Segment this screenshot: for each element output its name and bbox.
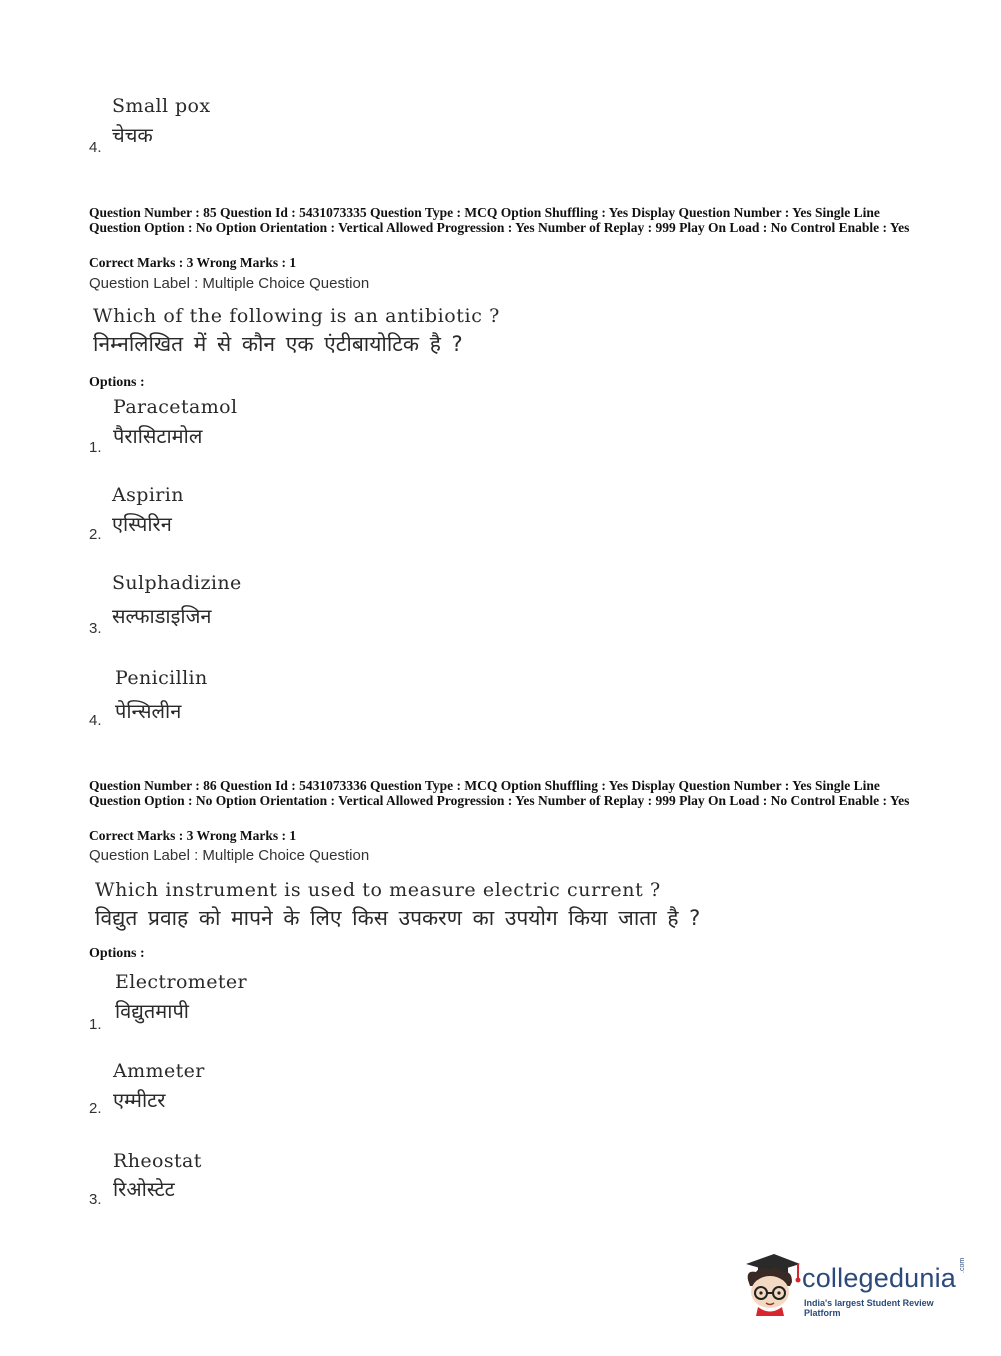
- option-hindi: चेचक: [112, 123, 153, 147]
- collegedunia-logo[interactable]: [740, 1250, 972, 1320]
- option-hindi: एस्पिरिन: [112, 512, 172, 536]
- question-text-hindi: विद्युत प्रवाह को मापने के लिए किस उपकरण का उपयोग किया जाता है ?: [95, 906, 701, 930]
- question-text-hindi: निम्नलिखित में से कौन एक एंटीबायोटिक है ?: [93, 332, 463, 356]
- option-english: Small pox: [112, 95, 211, 117]
- option-hindi: पेन्सिलीन: [115, 699, 182, 723]
- option-number: 4.: [89, 139, 102, 156]
- option-english: Rheostat: [113, 1150, 202, 1172]
- option-number: 3.: [89, 620, 102, 637]
- option-number: 2.: [89, 526, 102, 543]
- option-english: Sulphadizine: [112, 572, 242, 594]
- question-label: Question Label : Multiple Choice Question: [89, 275, 370, 292]
- options-label: Options :: [89, 375, 145, 390]
- option-number: 1.: [89, 1016, 102, 1033]
- option-number: 3.: [89, 1191, 102, 1208]
- mascot-icon: [740, 1250, 802, 1316]
- options-label: Options :: [89, 946, 145, 961]
- logo-suffix: .com: [959, 1257, 966, 1273]
- option-english: Ammeter: [113, 1060, 205, 1082]
- option-hindi: सल्फाडाइजिन: [112, 604, 212, 628]
- option-number: 2.: [89, 1100, 102, 1117]
- logo-tagline: India's largest Student Review Platform: [804, 1298, 934, 1318]
- question-meta: Question Number : 85 Question Id : 5431073335 Question Type : MCQ Option Shuffling : Yes Display Question Number : Yes Single Line Question Option : No Option Orientation : Vertical Allowed Progression : Yes Number of Replay : 999 Play On Load : No Control Enable : Yes: [89, 205, 910, 235]
- question-label: Question Label : Multiple Choice Question: [89, 847, 370, 864]
- option-number: 4.: [89, 712, 102, 729]
- question-marks: Correct Marks : 3 Wrong Marks : 1: [89, 255, 297, 270]
- question-text-english: Which of the following is an antibiotic ?: [93, 305, 500, 327]
- question-marks: Correct Marks : 3 Wrong Marks : 1: [89, 828, 297, 843]
- option-english: Penicillin: [115, 667, 208, 689]
- option-hindi: पैरासिटामोल: [113, 424, 203, 448]
- option-english: Paracetamol: [113, 396, 238, 418]
- option-english: Aspirin: [112, 484, 184, 506]
- option-number: 1.: [89, 439, 102, 456]
- option-hindi: विद्युतमापी: [115, 999, 189, 1023]
- question-text-english: Which instrument is used to measure electric current ?: [95, 879, 661, 901]
- logo-name: collegedunia: [802, 1263, 957, 1293]
- option-english: Electrometer: [115, 971, 248, 993]
- option-hindi: एम्मीटर: [113, 1088, 166, 1112]
- question-meta: Question Number : 86 Question Id : 5431073336 Question Type : MCQ Option Shuffling : Yes Display Question Number : Yes Single Line Question Option : No Option Orientation : Vertical Allowed Progression : Yes Number of Replay : 999 Play On Load : No Control Enable : Yes: [89, 778, 910, 808]
- option-hindi: रिओस्टेट: [113, 1177, 175, 1201]
